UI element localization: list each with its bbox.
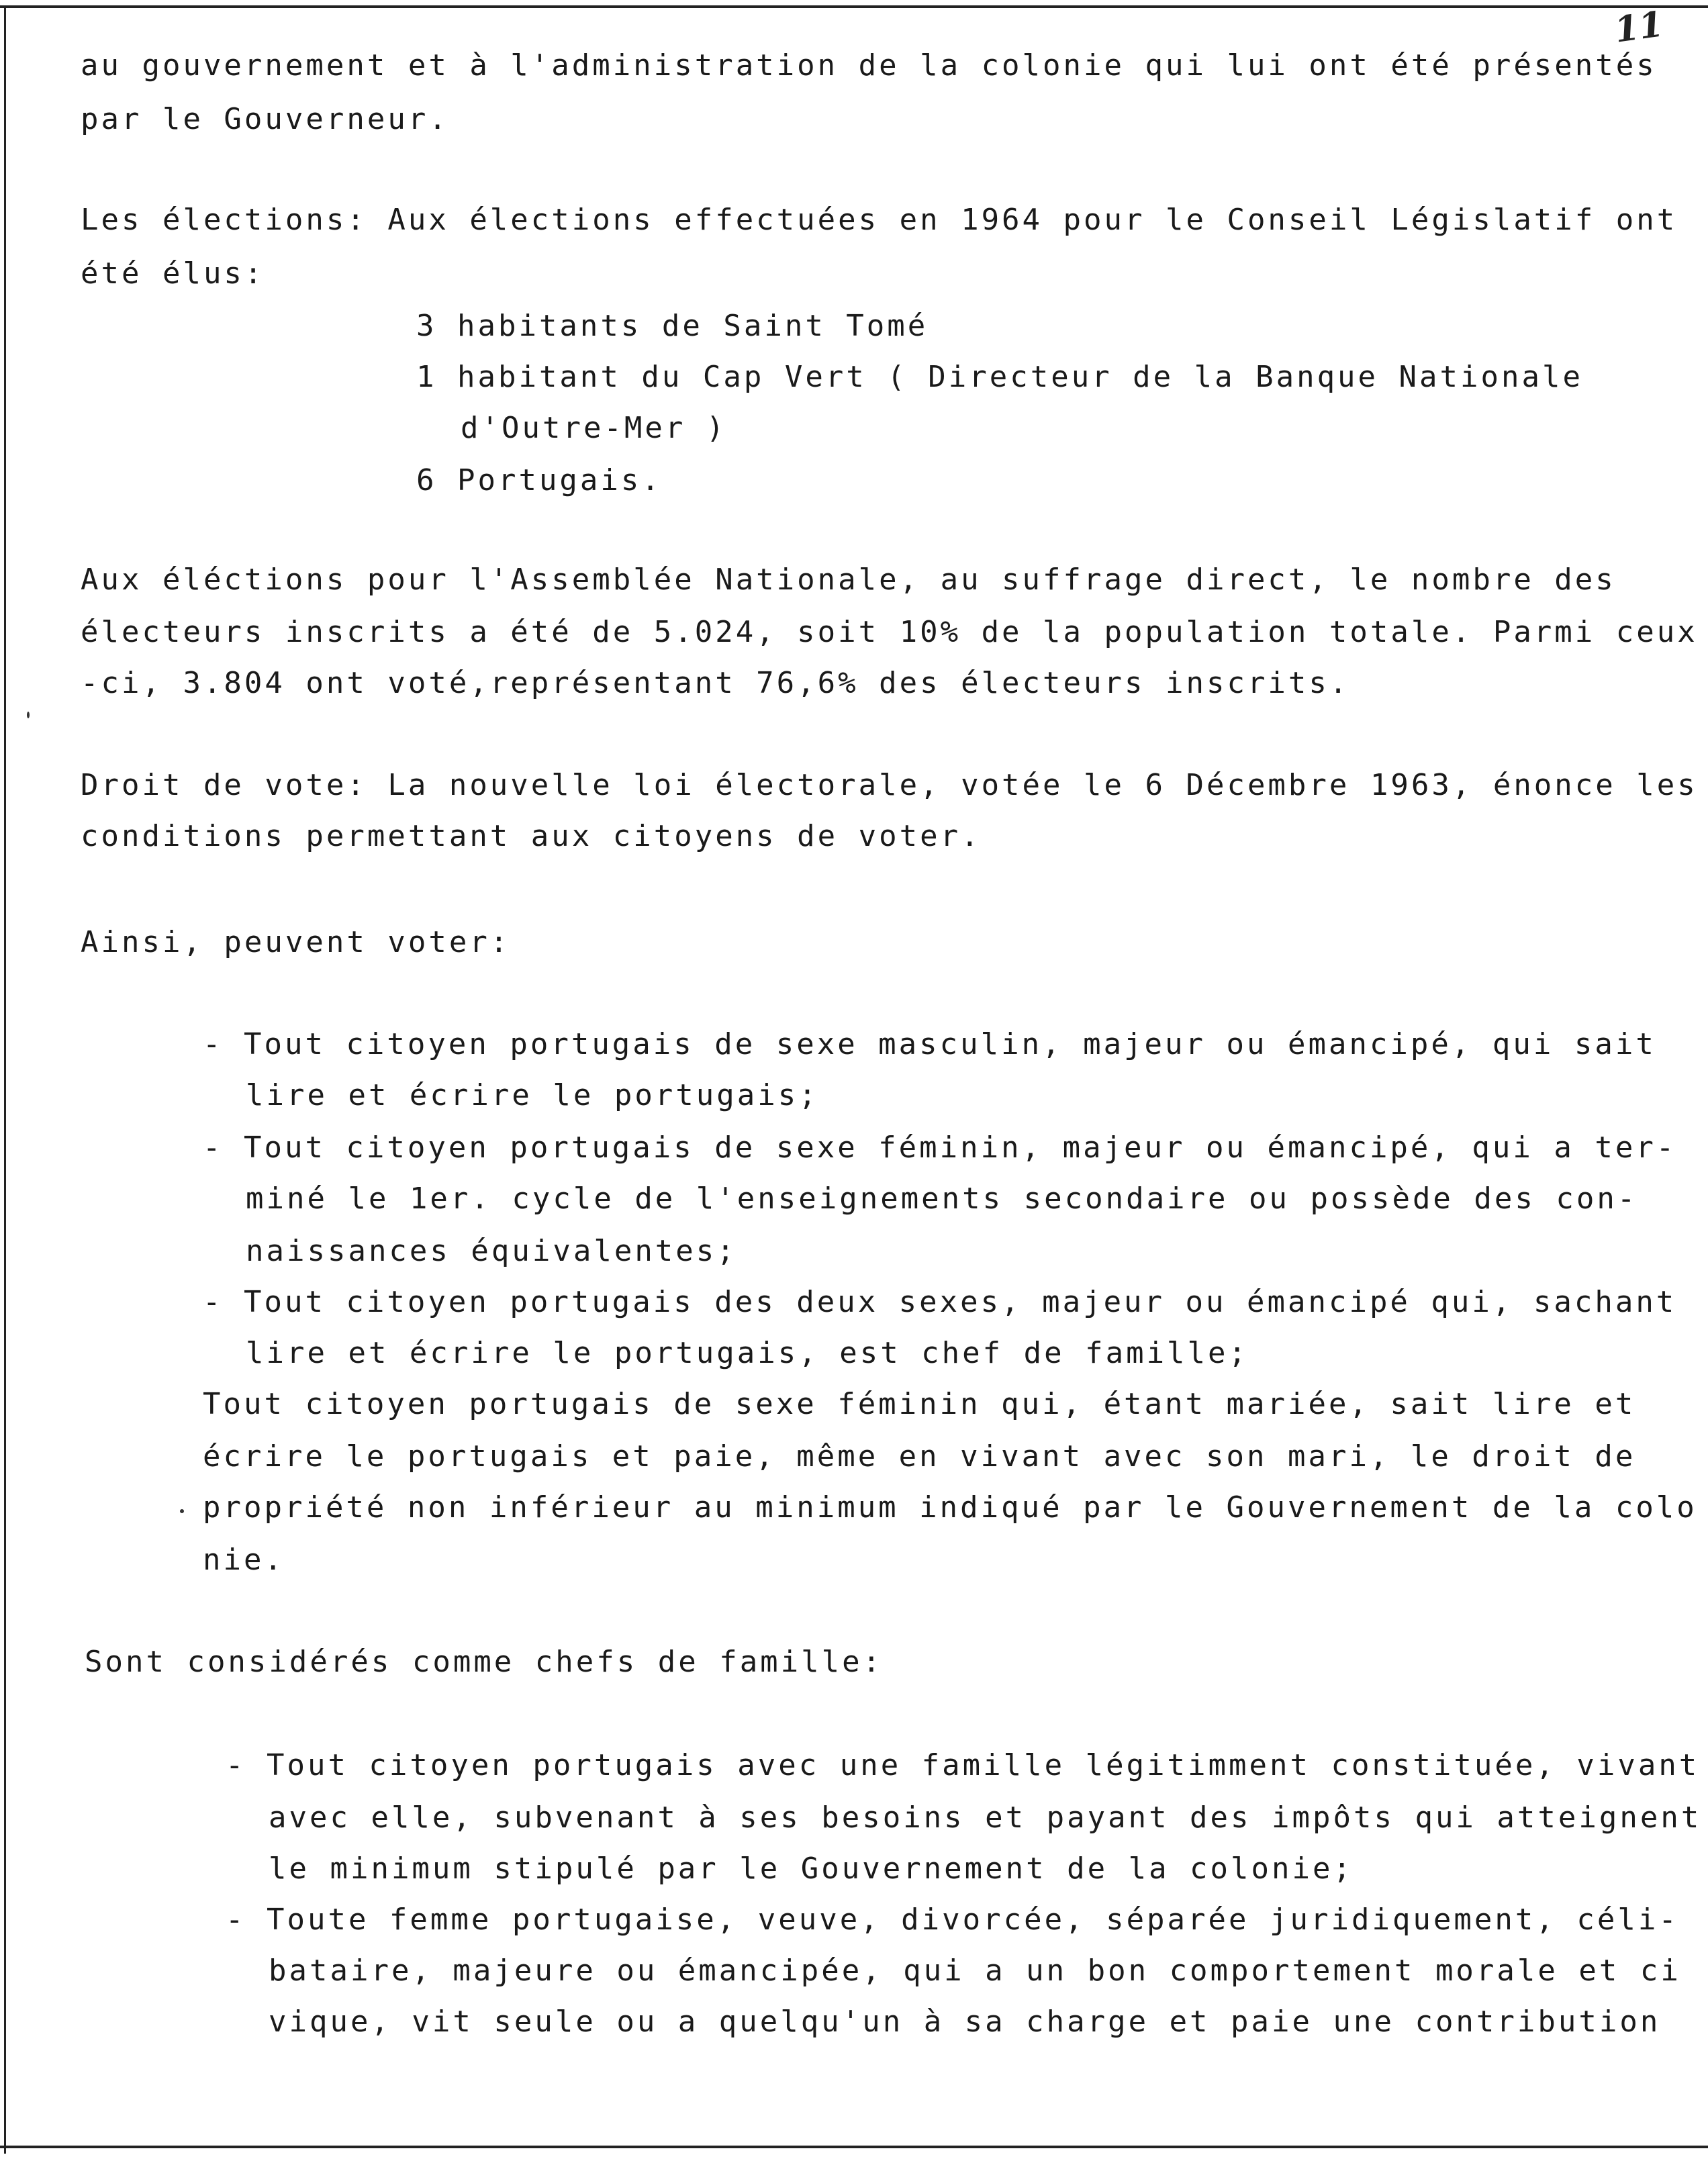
text-line: Sont considérés comme chefs de famille: xyxy=(85,1645,884,1679)
list-item: - Tout citoyen portugais de sexe féminin, majeur ou émancipé, qui a ter- xyxy=(203,1131,1677,1165)
text-line: conditions permettant aux citoyens de voter. xyxy=(81,819,982,853)
text-line: par le Gouverneur. xyxy=(81,102,449,136)
text-line: électeurs inscrits a été de 5.024, soit 10% de la population totale. Parmi ceux xyxy=(81,615,1698,649)
stray-ink-mark xyxy=(180,1509,184,1513)
text-line: Aux éléctions pour l'Assemblée Nationale, au suffrage direct, le nombre des xyxy=(81,563,1616,597)
list-item: d'Outre-Mer ) xyxy=(461,411,727,445)
page-border-top xyxy=(0,5,1708,8)
list-item: - Toute femme portugaise, veuve, divorcée, séparée juridiquement, céli- xyxy=(226,1903,1679,1937)
text-line: été élus: xyxy=(81,256,265,291)
list-item: 1 habitant du Cap Vert ( Directeur de la Banque Nationale xyxy=(416,360,1583,394)
list-item: lire et écrire le portugais; xyxy=(246,1078,819,1112)
list-item: propriété non inférieur au minimum indiqué par le Gouvernement de la colo xyxy=(203,1490,1697,1525)
list-item: - Tout citoyen portugais avec une famille légitimment constituée, vivant xyxy=(226,1748,1700,1782)
list-item: - Tout citoyen portugais des deux sexes, majeur ou émancipé qui, sachant xyxy=(203,1285,1677,1319)
list-item: écrire le portugais et paie, même en vivant avec son mari, le droit de xyxy=(203,1439,1636,1474)
page-border-left xyxy=(4,5,6,2154)
list-item: lire et écrire le portugais, est chef de famille; xyxy=(246,1336,1249,1370)
text-line: au gouvernement et à l'administration de la colonie qui lui ont été présentés xyxy=(81,48,1657,83)
list-item: nie. xyxy=(203,1543,285,1577)
list-item: - Tout citoyen portugais de sexe masculin, majeur ou émancipé, qui sait xyxy=(203,1027,1656,1061)
stray-ink-mark xyxy=(27,712,30,718)
page-number: 11 xyxy=(1612,3,1666,51)
list-item: naissances équivalentes; xyxy=(246,1234,737,1268)
list-item: vique, vit seule ou a quelqu'un à sa charge et paie une contribution xyxy=(269,2005,1661,2039)
list-item: 6 Portugais. xyxy=(416,463,662,497)
text-line: Droit de vote: La nouvelle loi électorale, votée le 6 Décembre 1963, énonce les xyxy=(81,768,1698,802)
list-item: miné le 1er. cycle de l'enseignements secondaire ou possède des con- xyxy=(246,1182,1638,1216)
list-item: avec elle, subvenant à ses besoins et payant des impôts qui atteignent xyxy=(269,1801,1702,1835)
list-item: bataire, majeure ou émancipée, qui a un bon comportement morale et ci xyxy=(269,1954,1681,1988)
text-line: Les élections: Aux élections effectuées en 1964 pour le Conseil Législatif ont xyxy=(81,203,1678,237)
text-line: Ainsi, peuvent voter: xyxy=(81,925,511,959)
list-item: 3 habitants de Saint Tomé xyxy=(416,309,929,343)
page-border-bottom xyxy=(0,2146,1708,2148)
list-item: Tout citoyen portugais de sexe féminin qui, étant mariée, sait lire et xyxy=(203,1387,1636,1421)
list-item: le minimum stipulé par le Gouvernement de la colonie; xyxy=(269,1852,1354,1886)
text-line: -ci, 3.804 ont voté,représentant 76,6% des électeurs inscrits. xyxy=(81,666,1350,700)
